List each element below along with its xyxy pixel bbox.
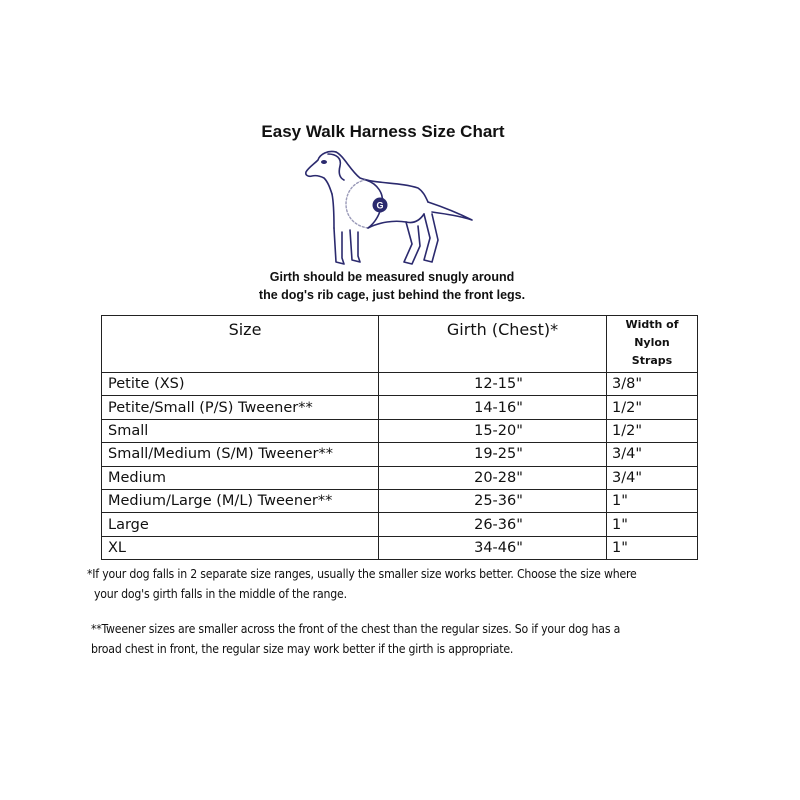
dog-head bbox=[306, 151, 336, 194]
table-row bbox=[102, 513, 698, 536]
header-strap-width-line-3: Straps bbox=[631, 354, 673, 367]
table-row bbox=[102, 466, 698, 489]
dog-chest bbox=[332, 194, 334, 228]
size-cell: Small/Medium (S/M) Tweener** bbox=[102, 443, 379, 466]
size-chart-table bbox=[101, 315, 698, 560]
strap-width-cell: 1/2" bbox=[607, 419, 698, 442]
dog-eye bbox=[322, 161, 326, 163]
table-row bbox=[102, 536, 698, 559]
girth-cell: 12-15" bbox=[379, 373, 607, 396]
table-row bbox=[102, 489, 698, 512]
size-cell: Large bbox=[102, 513, 379, 536]
measurement-caption-line-1: Girth should be measured snugly around bbox=[269, 270, 515, 284]
girth-cell: 26-36" bbox=[379, 513, 607, 536]
dog-front-leg-left bbox=[334, 228, 344, 264]
table-row bbox=[102, 396, 698, 419]
footnote-girth-line-2: your dog's girth falls in the middle of the range. bbox=[94, 587, 347, 601]
header-size: Size bbox=[102, 316, 379, 373]
strap-width-cell: 3/8" bbox=[607, 373, 698, 396]
dog-tail bbox=[428, 202, 472, 220]
girth-badge-letter: G bbox=[376, 200, 384, 211]
strap-width-cell: 1/2" bbox=[607, 396, 698, 419]
header-girth: Girth (Chest)* bbox=[379, 316, 607, 373]
table-row bbox=[102, 443, 698, 466]
dog-front-leg-right bbox=[350, 230, 360, 262]
strap-width-cell: 1" bbox=[607, 536, 698, 559]
table-row bbox=[102, 419, 698, 442]
page-title: Easy Walk Harness Size Chart bbox=[261, 122, 505, 141]
table-row bbox=[102, 373, 698, 396]
table-header-row bbox=[102, 316, 698, 373]
strap-width-cell: 1" bbox=[607, 489, 698, 512]
strap-width-cell: 3/4" bbox=[607, 443, 698, 466]
measurement-caption-line-2: the dog's rib cage, just behind the front legs. bbox=[258, 288, 526, 302]
dog-belly bbox=[368, 214, 424, 228]
girth-cell: 20-28" bbox=[379, 466, 607, 489]
dog-outline-icon bbox=[300, 148, 480, 270]
header-strap-width bbox=[607, 316, 698, 373]
size-cell: Small bbox=[102, 419, 379, 442]
girth-cell: 34-46" bbox=[379, 536, 607, 559]
dog-hind-leg-right bbox=[424, 214, 438, 262]
girth-cell: 14-16" bbox=[379, 396, 607, 419]
girth-cell: 25-36" bbox=[379, 489, 607, 512]
header-strap-width-line-2: Nylon bbox=[634, 336, 670, 349]
size-cell: Petite (XS) bbox=[102, 373, 379, 396]
size-cell: Medium/Large (M/L) Tweener** bbox=[102, 489, 379, 512]
girth-cell: 15-20" bbox=[379, 419, 607, 442]
dog-ear bbox=[328, 154, 344, 180]
footnote-tweener-line-2: broad chest in front, the regular size may work better if the girth is appropriate. bbox=[91, 642, 514, 656]
strap-width-cell: 3/4" bbox=[607, 466, 698, 489]
size-cell: Medium bbox=[102, 466, 379, 489]
size-cell: XL bbox=[102, 536, 379, 559]
footnote-girth-line-1: *If your dog falls in 2 separate size ranges, usually the smaller size works better. Choose the size where bbox=[87, 567, 637, 581]
girth-cell: 19-25" bbox=[379, 443, 607, 466]
size-cell: Petite/Small (P/S) Tweener** bbox=[102, 396, 379, 419]
strap-width-cell: 1" bbox=[607, 513, 698, 536]
girth-dotted-line bbox=[346, 180, 368, 228]
dog-hind-leg-left bbox=[404, 222, 420, 264]
header-strap-width-line-1: Width of bbox=[625, 318, 679, 331]
footnote-tweener-line-1: **Tweener sizes are smaller across the front of the chest than the regular sizes. So if your dog has a bbox=[91, 622, 621, 636]
